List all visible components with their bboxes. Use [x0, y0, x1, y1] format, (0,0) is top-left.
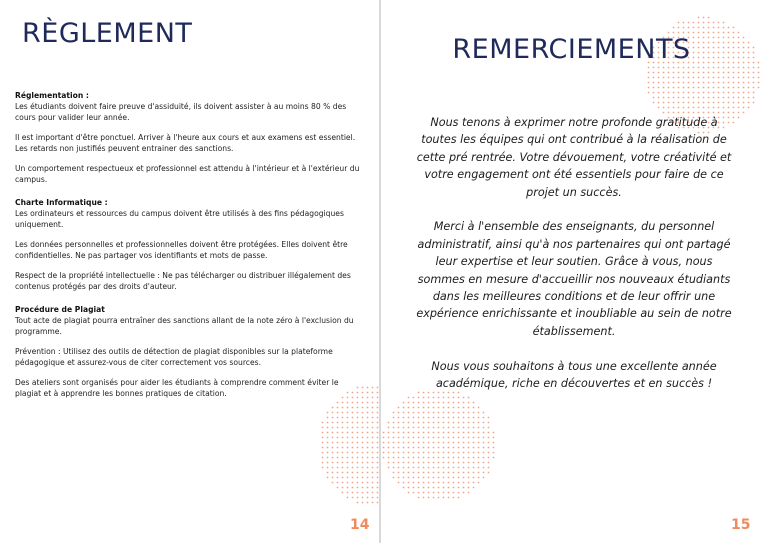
section-heading: Réglementation :	[15, 91, 89, 100]
section-paragraph: Un comportement respectueux et professionnel est attendu à l'intérieur et à l'extérieur du campus.	[15, 164, 360, 184]
section-heading: Charte Informatique :	[15, 198, 108, 207]
page-number: 14	[350, 517, 370, 533]
section-paragraph: Des ateliers sont organisés pour aider les étudiants à comprendre comment éviter le plagiat et à apprendre les bonnes pratiques de citation.	[15, 378, 339, 398]
thanks-content	[415, 114, 733, 410]
thanks-paragraph: Nous vous souhaitons à tous une excellente année académique, riche en découvertes et en succès !	[431, 359, 717, 391]
rules-section-charte-informatique	[15, 197, 367, 292]
thanks-page-title: REMERCIEMENTS	[452, 34, 691, 65]
section-paragraph: Tout acte de plagiat pourra entraîner des sanctions allant de la note zéro à l'exclusion du programme.	[15, 316, 354, 336]
section-heading: Procédure de Plagiat	[15, 305, 105, 314]
thanks-paragraph: Nous tenons à exprimer notre profonde gratitude à toutes les équipes qui ont contribué à la réalisation de cette pré rentrée. Votre dévouement, votre créativité et votre engagement ont été essentiels pour faire de ce projet un succès.	[416, 116, 732, 199]
rules-section-plagiat	[15, 304, 367, 399]
thanks-paragraph: Merci à l'ensemble des enseignants, du personnel administratif, ainsi qu'à nos partenaires qui ont partagé leur expertise et leur soutien. Grâce à vous, nous sommes en mesure d'accueillir nos nouveaux étudiants dans les meilleures conditions et de leur offrir une expérience enrichissante et inoubliable au sein de notre établissement.	[416, 220, 732, 338]
section-paragraph: Les ordinateurs et ressources du campus doivent être utilisés à des fins pédagogiques uniquement.	[15, 209, 344, 229]
rules-section-reglementation	[15, 90, 367, 185]
section-paragraph: Les données personnelles et professionnelles doivent être protégées. Elles doivent être confidentielles. Ne pas partager vos identifiants et mots de passe.	[15, 240, 348, 260]
page-number: 15	[731, 517, 751, 533]
section-paragraph: Il est important d'être ponctuel. Arriver à l'heure aux cours et aux examens est essentiel. Les retards non justifiés peuvent entrainer des sanctions.	[15, 133, 356, 153]
rules-content	[15, 90, 367, 411]
right-page	[381, 0, 762, 543]
section-paragraph: Respect de la propriété intellectuelle : Ne pas télécharger ou distribuer illégalement des contenus protégés par des droits d'auteur.	[15, 271, 351, 291]
section-paragraph: Prévention : Utilisez des outils de détection de plagiat disponibles sur la plateforme pédagogique et assurez-vous de citer correctement vos sources.	[15, 347, 333, 367]
rules-page-title: RÈGLEMENT	[22, 18, 193, 49]
left-page	[0, 0, 380, 543]
section-paragraph: Les étudiants doivent faire preuve d'assiduité, ils doivent assister à au moins 80 % des cours pour valider leur année.	[15, 102, 347, 122]
